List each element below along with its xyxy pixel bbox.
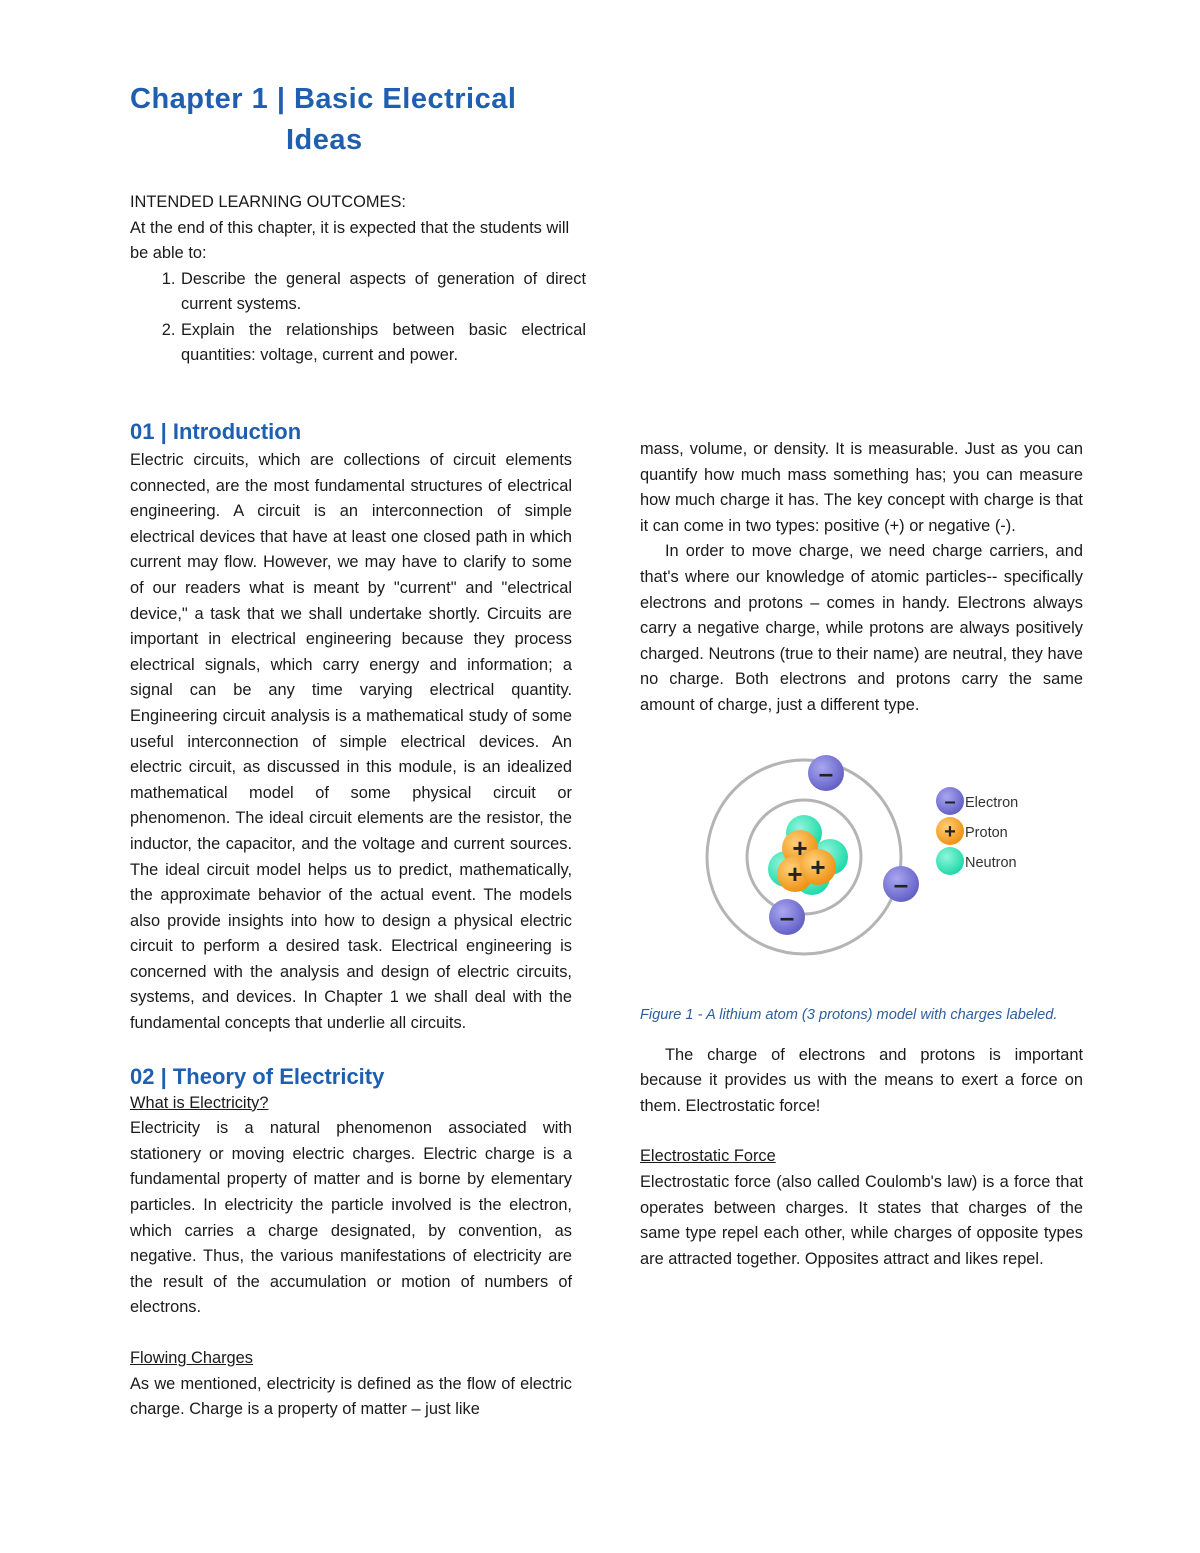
chapter-title-line1: Chapter 1 | Basic Electrical: [130, 83, 517, 115]
electron-minus-sign: –: [818, 757, 834, 788]
lithium-atom-diagram: [640, 733, 1083, 1001]
chapter-title-line2: Ideas: [286, 124, 363, 156]
electrostatic-force-body: Electrostatic force (also called Coulomb's law) is a force that operates between charges. It states that charges of the same type repel each other, while charges of opposite types are attracted together. Opposites attract and likes repel.: [640, 1172, 1083, 1268]
left-column: [130, 418, 572, 1423]
charge-carriers-paragraph: In order to move charge, we need charge carriers, and that's where our knowledge of atomic particles-- specifically electrons and protons – comes in handy. Electrons always carry a negative charge, while protons are always positively charged. Neutrons (true to their name) are neutral, they have no charge. Both electrons and protons carry the same amount of charge, just a different type.: [640, 542, 1083, 714]
legend-electron-label: Electron: [965, 794, 1019, 811]
learning-outcome-item: 1. Describe the general aspects of generation of direct current systems.: [180, 267, 586, 318]
section-heading-theory: 02 | Theory of Electricity: [130, 1063, 385, 1089]
subheading-flowing-charges: Flowing Charges: [130, 1349, 253, 1367]
right-column: [640, 437, 1083, 1272]
introduction-body: Electric circuits, which are collections of circuit elements connected, are the most fundamental structures of electrical engineering. A circuit is an interconnection of simple electrical devices that have at least one closed path in which current may flow. However, we may have to clarify to some of our readers what is meant by "current" and "electrical device," a task that we shall undertake shortly. Circuits are important in electrical engineering because they process electrical signals, which carry energy and information; a signal can be any time varying electrical quantity. Engineering circuit analysis is a mathematical study of some useful interconnection of simple electrical devices. An electric circuit, as discussed in this module, is an idealized mathematical model of some physical circuit or phenomenon. The ideal circuit elements are the resistor, the inductor, the capacitor, and the voltage and current sources. The ideal circuit model helps us to predict, mathematically, the approximate behavior of the actual event. The models also provide insights into how to design a physical electric circuit to perform a desired task. Electrical engineering is concerned with the analysis and design of electric circuits, systems, and devices. In Chapter 1 we shall deal with the fundamental concepts that underlie all circuits.: [130, 451, 572, 1033]
flowing-charges-body: As we mentioned, electricity is defined as the flow of electric charge. Charge is a property of matter – just like: [130, 1374, 572, 1419]
proton-plus-sign: +: [787, 858, 803, 889]
proton-plus-sign: +: [792, 832, 808, 863]
charge-continued-paragraph: mass, volume, or density. It is measurable. Just as you can quantify how much mass something has; you can measure how much charge it has. The key concept with charge is that it can come in two types: positive (+) or negative (-).: [640, 440, 1083, 535]
learning-outcomes-intro: At the end of this chapter, it is expected that the students will be able to:: [130, 218, 570, 262]
figure-caption: Figure 1 - A lithium atom (3 protons) model with charges labeled.: [640, 1006, 1058, 1023]
legend-proton-label: Proton: [965, 824, 1008, 841]
legend-neutron-swatch: [936, 847, 964, 875]
electron-minus-sign: –: [779, 901, 795, 932]
legend-neutron-label: Neutron: [965, 854, 1017, 871]
subheading-electrostatic-force: Electrostatic Force: [640, 1147, 776, 1166]
after-figure-paragraph: The charge of electrons and protons is important because it provides us with the means to exert a force on them. Electrostatic force!: [640, 1045, 1083, 1115]
learning-outcomes-list: [130, 267, 586, 369]
section-heading-introduction: 01 | Introduction: [130, 419, 302, 444]
what-is-electricity-body: Electricity is a natural phenomenon associated with stationery or moving electric charges. Electric charge is a fundamental property of matter and is borne by elementary particles. In electricity the particle involved is the electron, which carries a charge designated, by convention, as negative. Thus, the various manifestations of electricity are the result of the accumulation or motion of numbers of electrons.: [130, 1119, 572, 1317]
atom-figure: [640, 733, 1083, 1001]
chapter-title: [130, 79, 600, 161]
electron-minus-sign: –: [893, 868, 909, 899]
subheading-what-is-electricity: What is Electricity?: [130, 1093, 269, 1112]
learning-outcomes-heading: INTENDED LEARNING OUTCOMES:: [130, 193, 406, 211]
learning-outcomes: [130, 190, 586, 369]
learning-outcome-item: 2. Explain the relationships between basic electrical quantities: voltage, current and power.: [180, 318, 586, 369]
legend-electron-sign: –: [944, 790, 956, 813]
legend-proton-sign: +: [944, 820, 956, 843]
proton-plus-sign: +: [810, 851, 826, 882]
